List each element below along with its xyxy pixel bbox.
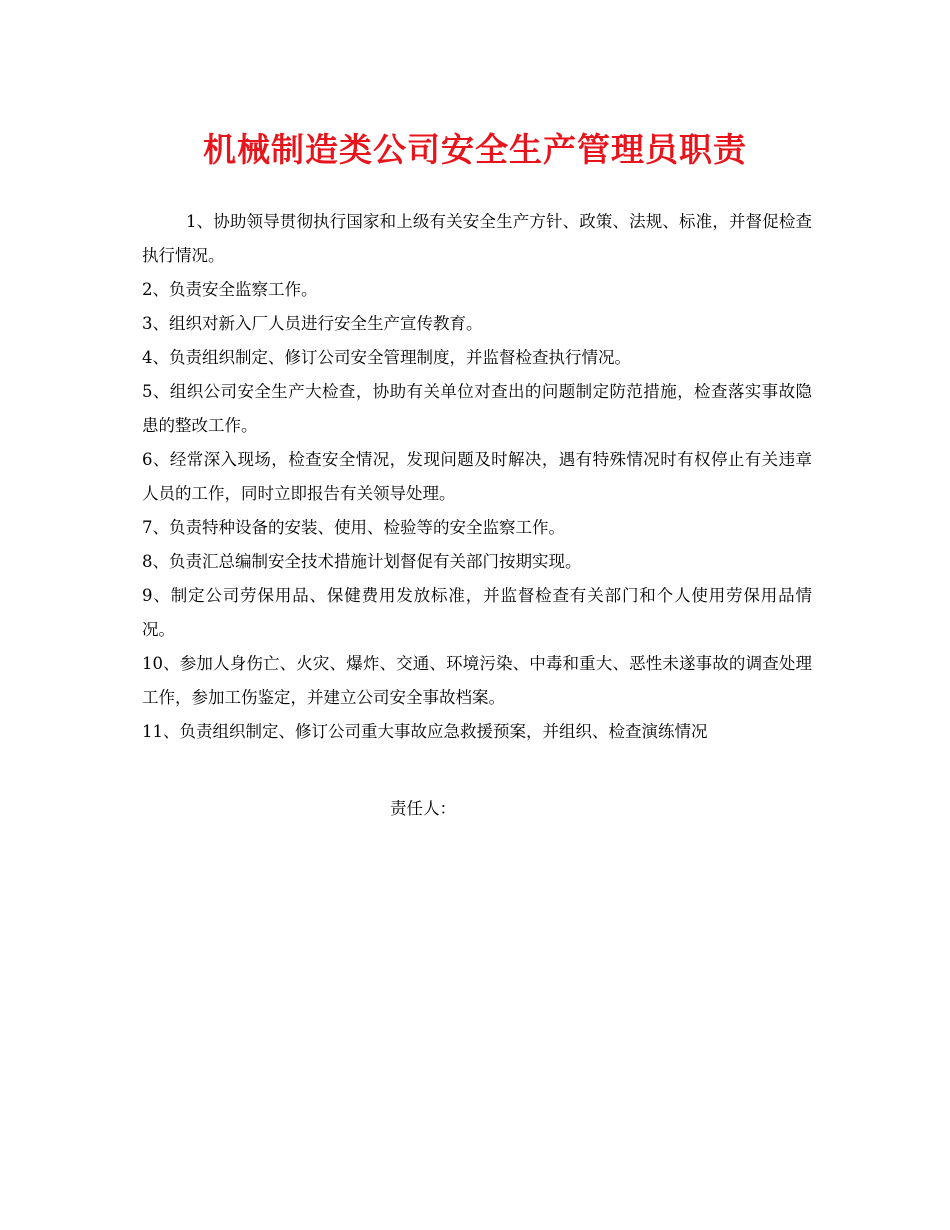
- duty-item-4: 4、负责组织制定、修订公司安全管理制度，并监督检查执行情况。: [142, 348, 631, 367]
- duty-list: [142, 205, 812, 749]
- duty-item-3: 3、组织对新入厂人员进行安全生产宣传教育。: [142, 314, 483, 333]
- signature-label: 责任人：: [390, 799, 456, 818]
- duty-item-1: 1、协助领导贯彻执行国家和上级有关安全生产方针、政策、法规、标准，并督促检查执行情况。: [142, 212, 812, 265]
- duty-item-5: 5、组织公司安全生产大检查，协助有关单位对查出的问题制定防范措施，检查落实事故隐患的整改工作。: [142, 382, 812, 435]
- document-title: 机械制造类公司安全生产管理员职责: [203, 130, 747, 169]
- duty-item-2: 2、负责安全监察工作。: [142, 280, 318, 299]
- duty-item-9: 9、制定公司劳保用品、保健费用发放标准，并监督检查有关部门和个人使用劳保用品情况。: [142, 586, 812, 639]
- duty-item-6: 6、经常深入现场，检查安全情况，发现问题及时解决，遇有特殊情况时有权停止有关违章人员的工作，同时立即报告有关领导处理。: [142, 450, 812, 503]
- duty-item-11: 11、负责组织制定、修订公司重大事故应急救援预案，并组织、检查演练情况: [142, 722, 708, 741]
- duty-item-7: 7、负责特种设备的安装、使用、检验等的安全监察工作。: [142, 518, 565, 537]
- duty-item-10: 10、参加人身伤亡、火灾、爆炸、交通、环境污染、中毒和重大、恶性未遂事故的调查处理工作，参加工伤鉴定，并建立公司安全事故档案。: [142, 654, 812, 707]
- duty-item-8: 8、负责汇总编制安全技术措施计划督促有关部门按期实现。: [142, 552, 582, 571]
